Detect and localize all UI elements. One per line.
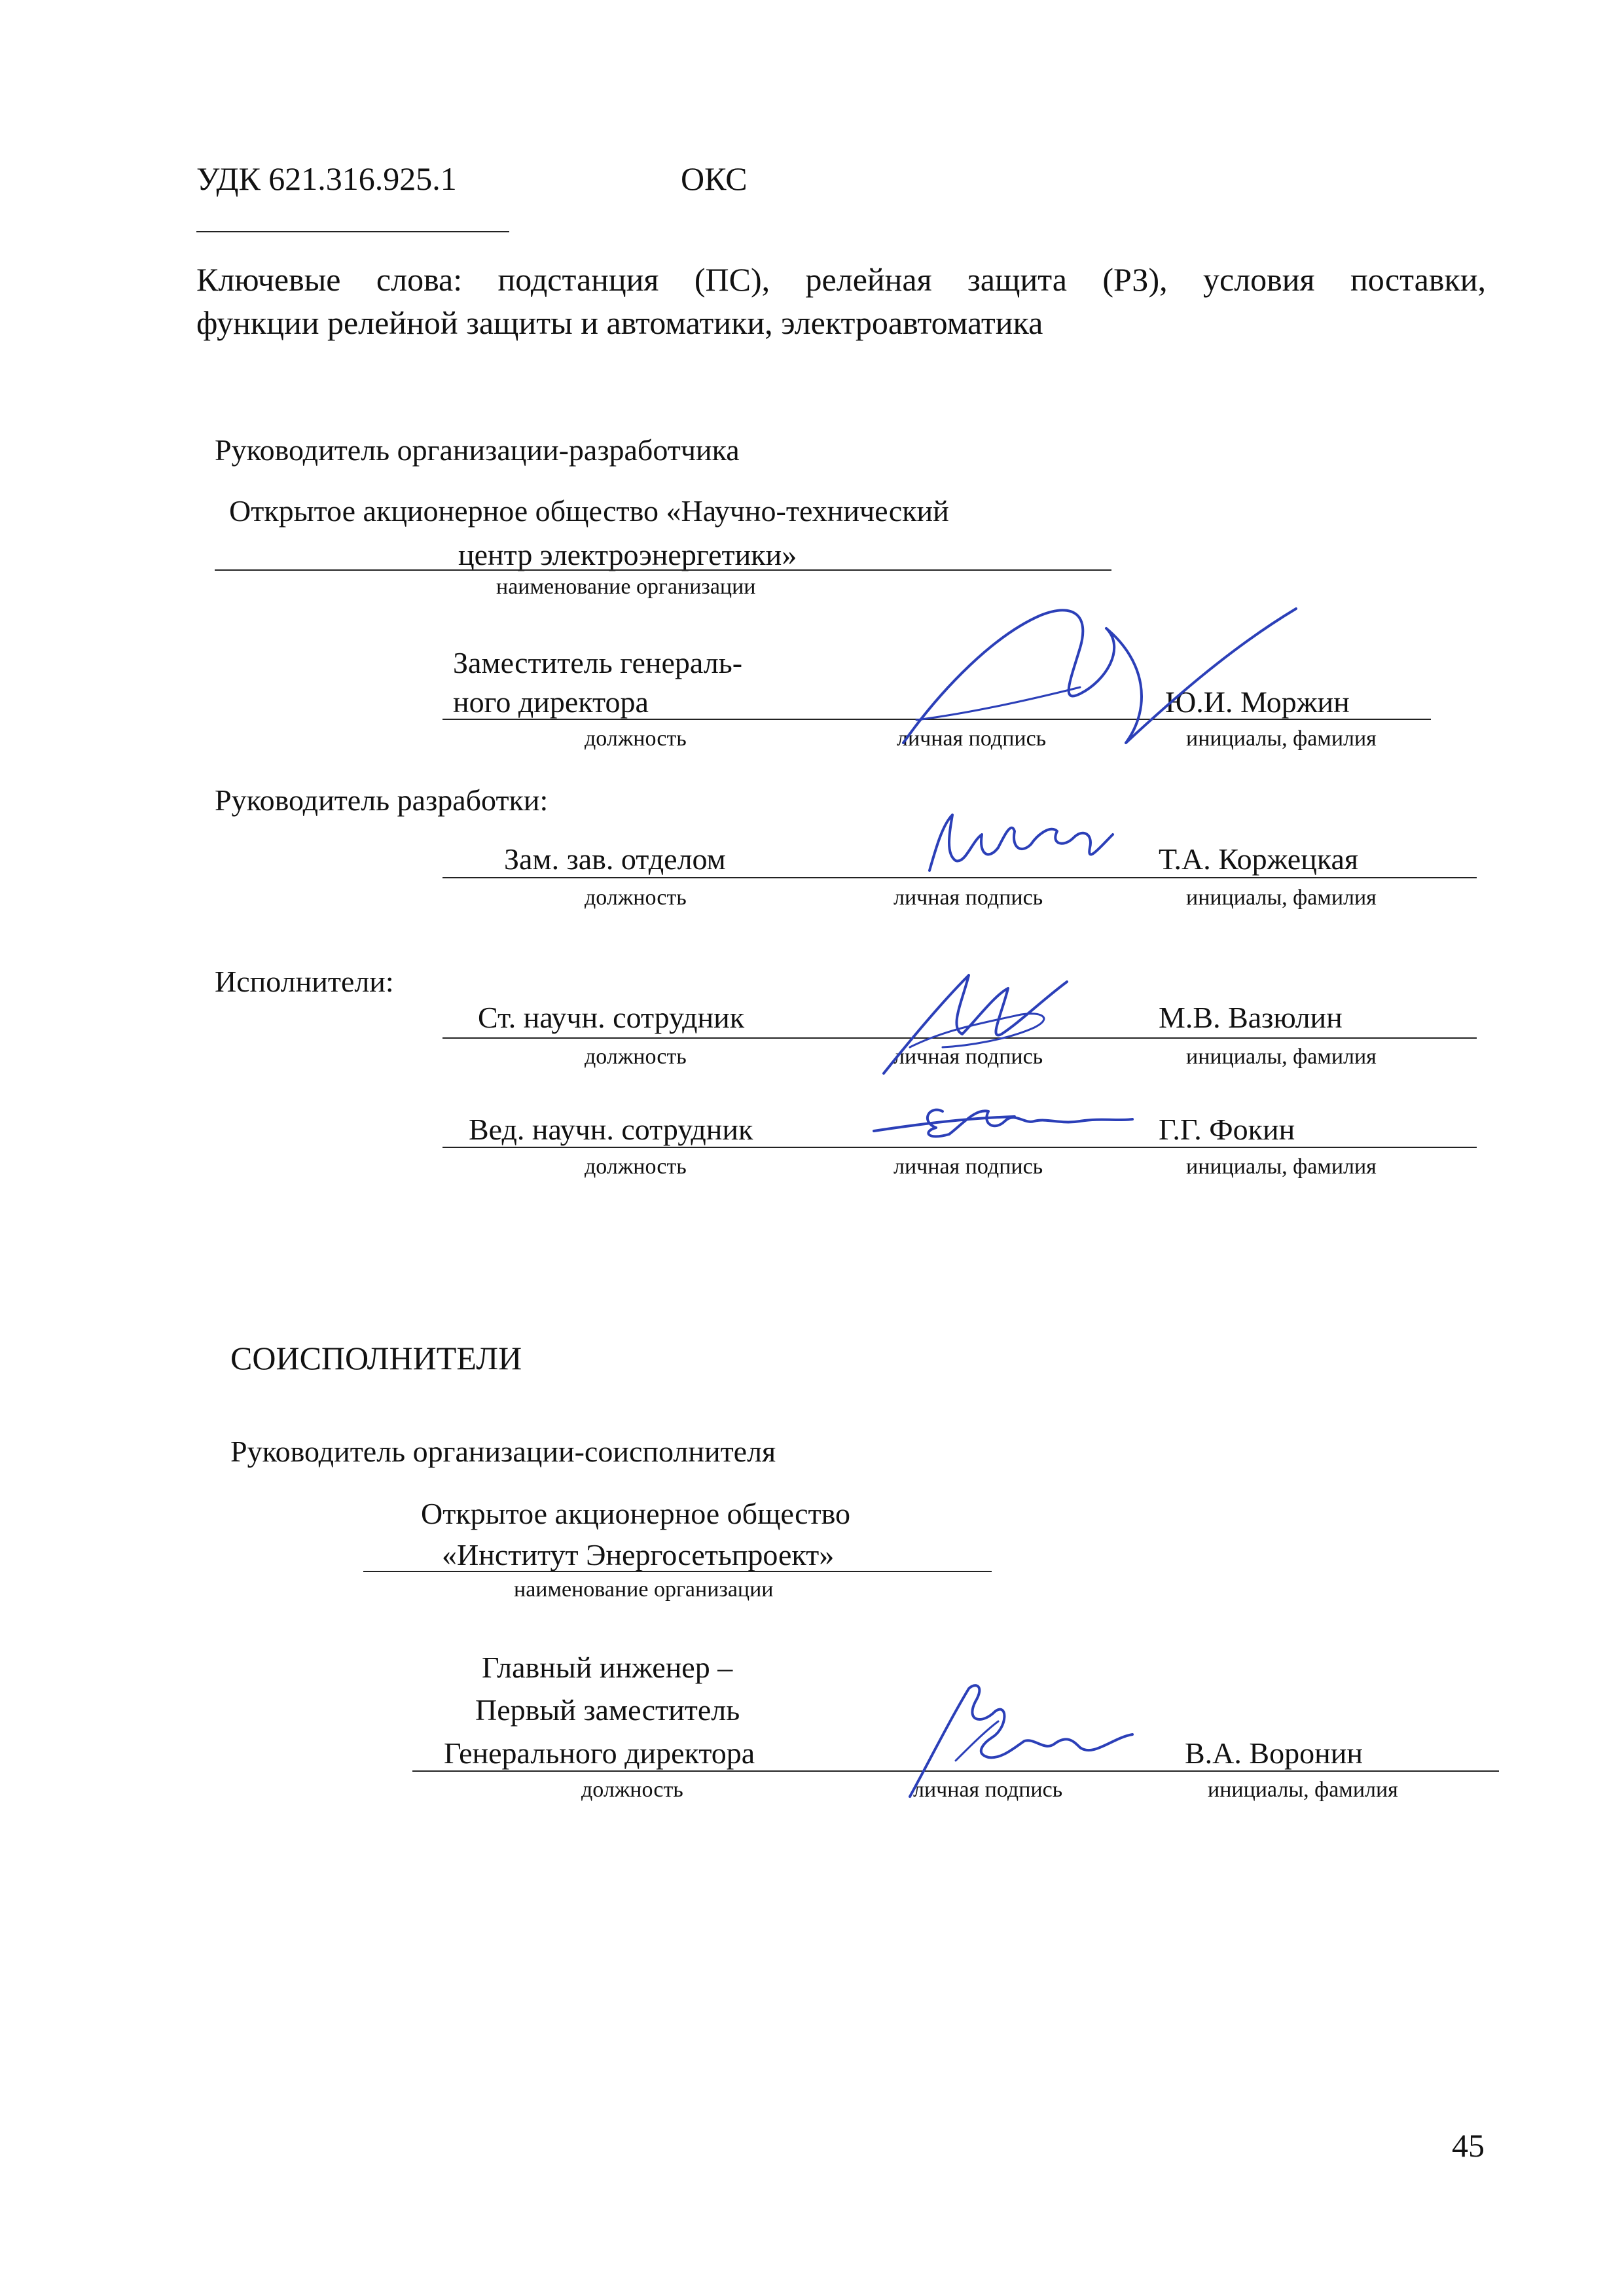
executor-2-caption-initials: инициалы, фамилия	[1186, 1155, 1377, 1179]
dev-lead-name: Т.А. Коржецкая	[1159, 842, 1359, 876]
coexecutors-org-caption: наименование организации	[514, 1577, 774, 1602]
dev-lead-caption-signature: личная подпись	[893, 886, 1043, 910]
fokin-signature-icon	[864, 1092, 1139, 1144]
executor-1-name: М.В. Вазюлин	[1159, 1001, 1343, 1034]
coexecutors-org-rule	[363, 1571, 992, 1572]
coexecutors-heading: СОИСПОЛНИТЕЛИ	[230, 1340, 522, 1376]
executor-2-caption-position: должность	[585, 1155, 687, 1179]
co-head-caption-initials: инициалы, фамилия	[1208, 1778, 1398, 1802]
keywords-line-1: Ключевые слова: подстанция (ПС), релейная защита (РЗ), условия поставки,	[196, 261, 1486, 298]
executor-1-caption-initials: инициалы, фамилия	[1186, 1045, 1377, 1069]
executor-2-position: Вед. научн. сотрудник	[469, 1113, 753, 1146]
developer-section-title: Руководитель организации-разработчика	[215, 433, 740, 467]
co-head-position-line-1: Главный инженер –	[482, 1651, 733, 1684]
executor-1-position: Ст. научн. сотрудник	[478, 1001, 745, 1034]
page-number: 45	[1452, 2127, 1485, 2164]
morzhin-signature-icon	[864, 589, 1322, 759]
korzhetskaya-signature-icon	[916, 808, 1152, 880]
developer-org-caption: наименование организации	[496, 575, 756, 599]
executor-2-name: Г.Г. Фокин	[1159, 1113, 1295, 1146]
dev-lead-caption-initials: инициалы, фамилия	[1186, 886, 1377, 910]
coexecutors-section-title: Руководитель организации-соисполнителя	[230, 1435, 776, 1468]
coexecutors-org-line-2: «Институт Энергосетьпроект»	[442, 1538, 835, 1571]
keywords-line-2: функции релейной защиты и автоматики, электроавтоматика	[196, 304, 1043, 341]
voronin-signature-icon	[877, 1676, 1152, 1800]
executor-1-caption-signature: личная подпись	[893, 1045, 1043, 1069]
head-caption-initials: инициалы, фамилия	[1186, 726, 1377, 751]
oks-code: ОКС	[681, 160, 748, 197]
executor-1-caption-position: должность	[585, 1045, 687, 1069]
dev-lead-position: Зам. зав. отделом	[504, 842, 726, 876]
co-head-caption-signature: личная подпись	[913, 1778, 1063, 1802]
header-rule	[196, 231, 509, 232]
head-name: Ю.И. Моржин	[1165, 685, 1350, 719]
udk-code: УДК 621.316.925.1	[196, 160, 457, 197]
executor-2-signature-rule	[442, 1147, 1477, 1148]
co-head-name: В.А. Воронин	[1185, 1736, 1363, 1770]
head-caption-signature: личная подпись	[897, 726, 1047, 751]
dev-lead-caption-position: должность	[585, 886, 687, 910]
co-head-position-line-2: Первый заместитель	[475, 1693, 740, 1727]
developer-org-line-1: Открытое акционерное общество «Научно-технический	[229, 494, 949, 528]
head-position-line-2: ного директора	[453, 685, 649, 719]
developer-org-line-2: центр электроэнергетики»	[458, 538, 797, 571]
coexecutors-org-line-1: Открытое акционерное общество	[421, 1497, 850, 1530]
co-head-position-line-3: Генерального директора	[444, 1736, 755, 1770]
dev-lead-label: Руководитель разработки:	[215, 783, 549, 817]
executors-label: Исполнители:	[215, 965, 394, 998]
vazyulin-signature-icon	[871, 962, 1080, 1080]
developer-org-rule	[215, 569, 1111, 571]
head-position-line-1: Заместитель генераль-	[453, 646, 743, 679]
co-head-caption-position: должность	[581, 1778, 683, 1802]
head-caption-position: должность	[585, 726, 687, 751]
executor-2-caption-signature: личная подпись	[893, 1155, 1043, 1179]
